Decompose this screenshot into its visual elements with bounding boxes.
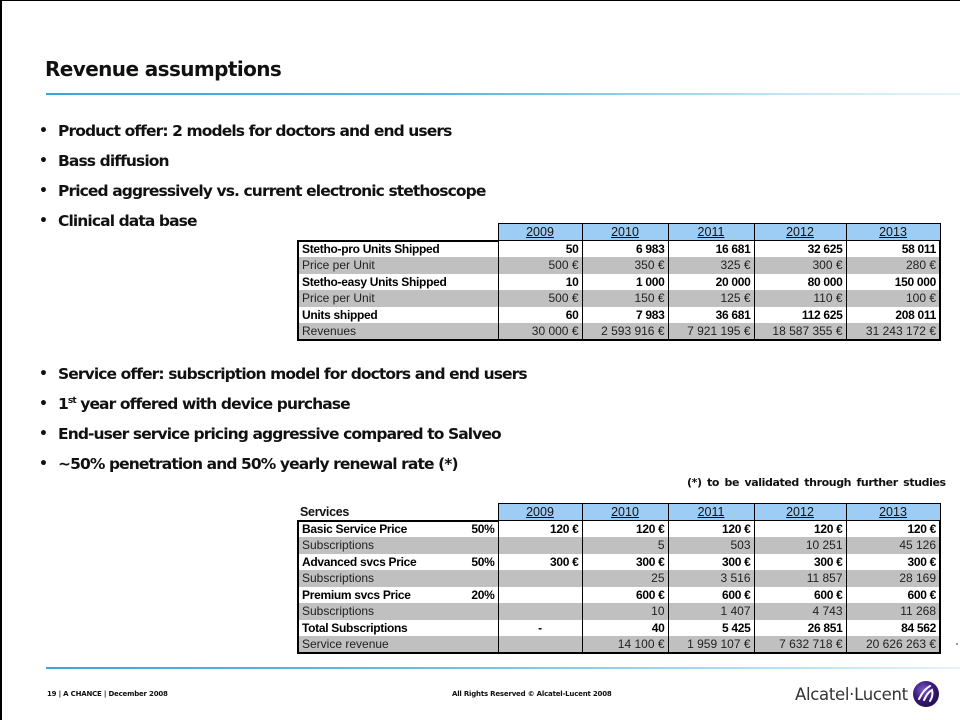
value-cell: 20 000: [668, 274, 754, 291]
logo-text: Alcatel·Lucent: [795, 684, 908, 704]
value-cell: 120 €: [754, 521, 846, 538]
bullet-item: • Priced aggressively vs. current electronic stethoscope: [36, 176, 485, 206]
stray-mark: [956, 643, 958, 645]
row-label: Price per Unit: [298, 257, 498, 274]
value-cell: 2 593 916 €: [582, 323, 668, 340]
value-cell: 600 €: [668, 587, 754, 604]
value-cell: 600 €: [846, 587, 940, 604]
bullet-item: • Service offer: subscription model for doctors and end users: [36, 359, 527, 389]
bullet-text: year offered with device purchase: [75, 395, 350, 413]
value-cell: 7 921 195 €: [668, 323, 754, 340]
row-percentage: 50%: [458, 521, 498, 538]
row-percentage: [458, 570, 498, 587]
table-row: [298, 323, 940, 340]
year-header: 2011: [668, 504, 754, 521]
value-cell: 500 €: [498, 290, 582, 307]
table-row: [298, 241, 940, 258]
value-cell: 31 243 172 €: [846, 323, 940, 340]
table-row: [298, 636, 940, 653]
value-cell: 10: [498, 274, 582, 291]
slide-title: Revenue assumptions: [45, 57, 282, 81]
product-bullet-list: [36, 116, 485, 236]
table-row: [298, 570, 940, 587]
value-cell: 5: [582, 537, 668, 554]
table-row: [298, 274, 940, 291]
value-cell: 600 €: [582, 587, 668, 604]
product-revenue-table: [297, 223, 941, 341]
value-cell: 600 €: [754, 587, 846, 604]
value-cell: 26 851: [754, 620, 846, 637]
value-cell: 300 €: [668, 554, 754, 571]
year-header: 2011: [668, 224, 754, 241]
slide-frame-left: [0, 0, 2, 720]
value-cell: 10 251: [754, 537, 846, 554]
service-bullet-list: [36, 359, 527, 479]
row-label: Subscriptions: [298, 570, 458, 587]
value-cell: 58 011: [846, 241, 940, 258]
value-cell: [498, 537, 582, 554]
row-percentage: [458, 603, 498, 620]
value-cell: 300 €: [498, 554, 582, 571]
table-header-row: [298, 224, 940, 241]
value-cell: 120 €: [498, 521, 582, 538]
value-cell: 40: [582, 620, 668, 637]
value-cell: 80 000: [754, 274, 846, 291]
year-header: 2010: [582, 224, 668, 241]
value-cell: 350 €: [582, 257, 668, 274]
year-header: 2009: [498, 504, 582, 521]
footnote-validation: (*) to be validated through further studies: [687, 476, 946, 489]
year-header: 2012: [754, 504, 846, 521]
value-cell: 110 €: [754, 290, 846, 307]
value-cell: 150 €: [582, 290, 668, 307]
value-cell: 100 €: [846, 290, 940, 307]
value-cell: 300 €: [582, 554, 668, 571]
value-cell: 60: [498, 307, 582, 324]
value-cell: 500 €: [498, 257, 582, 274]
bullet-item: • End-user service pricing aggressive compared to Salveo: [36, 419, 527, 449]
row-label: Stetho-pro Units Shipped: [298, 241, 498, 258]
value-cell: 14 100 €: [582, 636, 668, 653]
bullet-item: • ~50% penetration and 50% yearly renewal rate (*): [36, 449, 527, 479]
table-row: [298, 257, 940, 274]
value-cell: 50: [498, 241, 582, 258]
header-blank-cell: [298, 224, 498, 241]
year-header: 2009: [498, 224, 582, 241]
row-percentage: [458, 620, 498, 637]
row-label: Total Subscriptions: [298, 620, 458, 637]
table-row: [298, 620, 940, 637]
table-row: [298, 603, 940, 620]
value-cell: 18 587 355 €: [754, 323, 846, 340]
value-cell: 84 562: [846, 620, 940, 637]
value-cell: 325 €: [668, 257, 754, 274]
table-row: [298, 521, 940, 538]
row-percentage: 20%: [458, 587, 498, 604]
value-cell: 1 959 107 €: [668, 636, 754, 653]
row-percentage: [458, 636, 498, 653]
value-cell: 36 681: [668, 307, 754, 324]
services-header-label: Services: [298, 504, 498, 521]
bullet-item: • Bass diffusion: [36, 146, 485, 176]
table-row: [298, 554, 940, 571]
table-row: [298, 537, 940, 554]
row-label: Units shipped: [298, 307, 498, 324]
services-revenue-table: [297, 503, 941, 654]
value-cell: [498, 636, 582, 653]
value-cell: 28 169: [846, 570, 940, 587]
value-cell: 125 €: [668, 290, 754, 307]
value-cell: 120 €: [668, 521, 754, 538]
value-cell: 32 625: [754, 241, 846, 258]
footer-page-info: 19 | A CHANCE | December 2008: [47, 690, 168, 698]
row-label: Premium svcs Price: [298, 587, 458, 604]
year-header: 2013: [846, 224, 940, 241]
value-cell: 300 €: [754, 257, 846, 274]
company-logo: [795, 678, 940, 710]
row-label: Price per Unit: [298, 290, 498, 307]
value-cell: -: [498, 620, 582, 637]
value-cell: 4 743: [754, 603, 846, 620]
value-cell: 5 425: [668, 620, 754, 637]
row-percentage: 50%: [458, 554, 498, 571]
value-cell: 7 632 718 €: [754, 636, 846, 653]
value-cell: 150 000: [846, 274, 940, 291]
slide-frame-top: [0, 0, 960, 1]
row-label: Advanced svcs Price: [298, 554, 458, 571]
value-cell: 120 €: [846, 521, 940, 538]
year-header: 2013: [846, 504, 940, 521]
row-label: Revenues: [298, 323, 498, 340]
value-cell: 300 €: [846, 554, 940, 571]
value-cell: [498, 570, 582, 587]
table-row: [298, 290, 940, 307]
row-label: Basic Service Price: [298, 521, 458, 538]
value-cell: 1 407: [668, 603, 754, 620]
row-label: Subscriptions: [298, 603, 458, 620]
alcatel-lucent-globe-icon: [912, 680, 940, 708]
value-cell: 300 €: [754, 554, 846, 571]
year-header: 2012: [754, 224, 846, 241]
value-cell: 30 000 €: [498, 323, 582, 340]
row-label: Subscriptions: [298, 537, 458, 554]
value-cell: 10: [582, 603, 668, 620]
bullet-item: • Clinical data base: [36, 206, 485, 236]
value-cell: 503: [668, 537, 754, 554]
value-cell: 1 000: [582, 274, 668, 291]
value-cell: 7 983: [582, 307, 668, 324]
footer-rule: [46, 667, 960, 669]
bullet-superscript: st: [67, 396, 76, 406]
value-cell: 20 626 263 €: [846, 636, 940, 653]
year-header: 2010: [582, 504, 668, 521]
value-cell: [498, 603, 582, 620]
row-label: Service revenue: [298, 636, 458, 653]
value-cell: 208 011: [846, 307, 940, 324]
footer-copyright: All Rights Reserved © Alcatel-Lucent 2008: [452, 690, 612, 698]
table-header-row: [298, 504, 940, 521]
value-cell: 6 983: [582, 241, 668, 258]
value-cell: 120 €: [582, 521, 668, 538]
value-cell: 25: [582, 570, 668, 587]
bullet-prefix: 1: [58, 395, 68, 413]
row-label: Stetho-easy Units Shipped: [298, 274, 498, 291]
table-row: [298, 307, 940, 324]
value-cell: 11 857: [754, 570, 846, 587]
value-cell: 280 €: [846, 257, 940, 274]
value-cell: 45 126: [846, 537, 940, 554]
bullet-item: • Product offer: 2 models for doctors and end users: [36, 116, 485, 146]
value-cell: 3 516: [668, 570, 754, 587]
value-cell: 112 625: [754, 307, 846, 324]
bullet-item: [36, 389, 527, 419]
value-cell: 16 681: [668, 241, 754, 258]
value-cell: [498, 587, 582, 604]
title-underline: [46, 93, 960, 95]
table-row: [298, 587, 940, 604]
value-cell: 11 268: [846, 603, 940, 620]
row-percentage: [458, 537, 498, 554]
